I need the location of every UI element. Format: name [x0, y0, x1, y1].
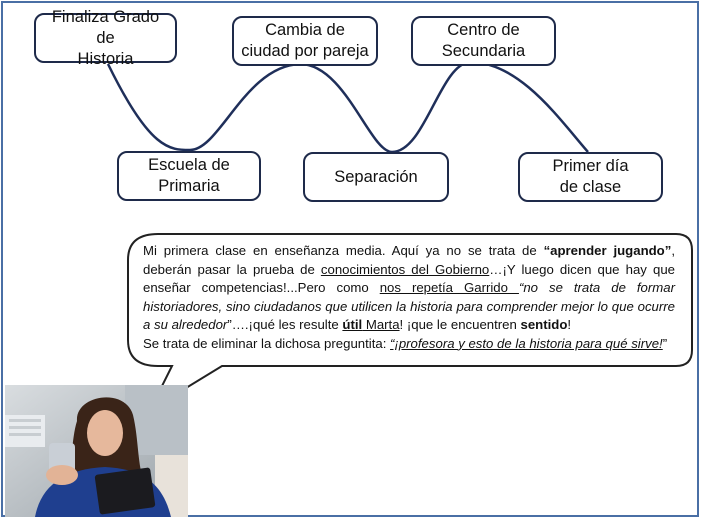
- speech-paragraph-2: Se trata de eliminar la dichosa preguntita: “¡profesora y esto de la historia para qué sirve!”: [143, 335, 668, 351]
- woman-with-tablet-and-mug-photo: [5, 385, 188, 517]
- timeline-curve: [108, 62, 588, 152]
- node-escuela-primaria: Escuela de Primaria: [117, 151, 261, 201]
- node-finaliza-grado: Finaliza Grado de Historia: [34, 13, 177, 63]
- node-separacion: Separación: [303, 152, 449, 202]
- speech-text: [143, 242, 675, 353]
- speech-paragraph-1: Mi primera clase en enseñanza media. Aquí ya no se trata de “aprender jugando”, deberán pasar la prueba de conocimientos del Gobierno…¡Y luego dicen que hay que enseñar competencias!...Pero como nos repetía Garrido “no se trata de formar historiadores, sino ciudadanos que utilicen la historia para comprender mejor lo que ocurre a su alrededor”….¡qué les resulte útil Marta! ¡que le encuentren sentido!: [143, 243, 675, 332]
- node-centro-secundaria: Centro de Secundaria: [411, 16, 556, 66]
- node-primer-dia: Primer día de clase: [518, 152, 663, 202]
- node-cambia-ciudad: Cambia de ciudad por pareja: [232, 16, 378, 66]
